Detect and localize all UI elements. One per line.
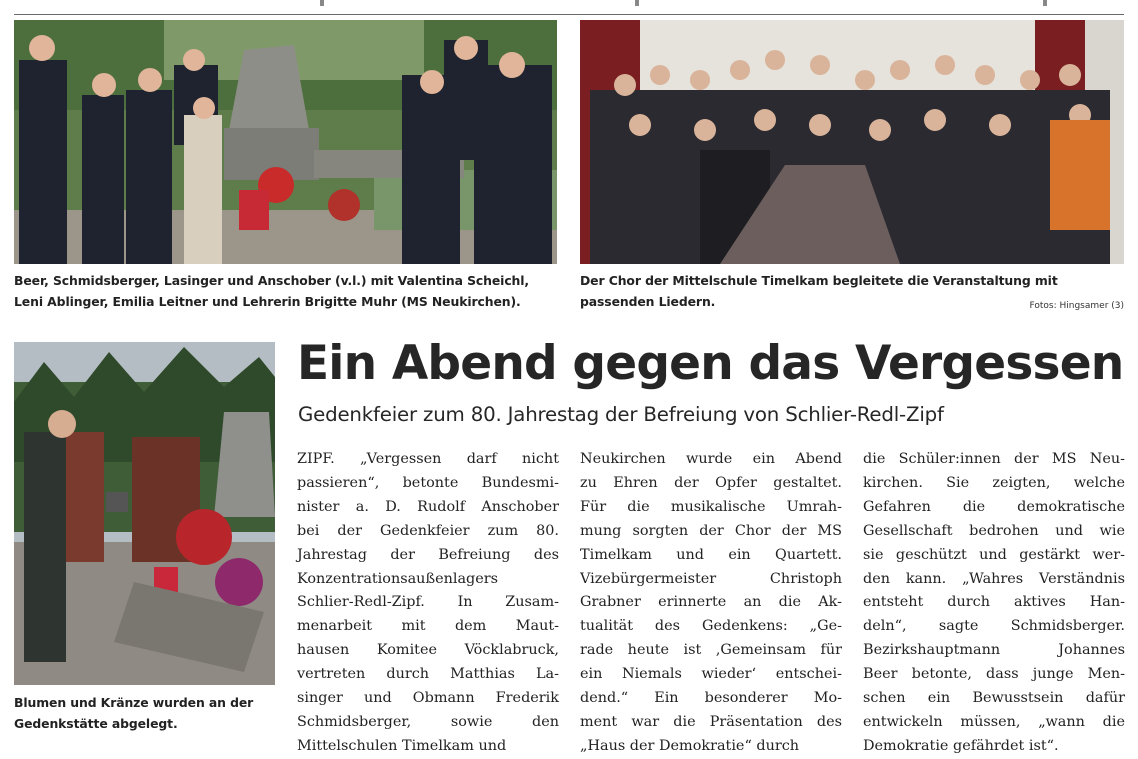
caption-line: Der Chor der Mittelschule Timelkam begleitete die Veranstaltung mit <box>580 273 1058 288</box>
article-text-line: tualität des Gedenkens: „Ge- <box>580 618 842 635</box>
photo-memorial-flowers <box>14 342 275 685</box>
article-text-line: dend.“ Ein besonderer Mo- <box>580 690 842 707</box>
article-text-line: kirchen. Sie zeigten, welche <box>863 474 1125 491</box>
article-text-line: den kann. „Wahres Verständnis <box>863 570 1125 587</box>
article-text-line: rade heute ist ‚Gemeinsam für <box>580 642 842 659</box>
article-text-line: Schmidsberger, sowie den <box>297 713 559 730</box>
caption-line: passenden Liedern. <box>580 294 716 309</box>
article-text-line: Konzentrationsaußenlagers <box>297 570 499 587</box>
article-text-line: Schlier-Redl-Zipf. In Zusam- <box>297 594 559 611</box>
article-headline: Ein Abend gegen das Vergessen <box>297 336 1124 391</box>
cut-text-fragment <box>1043 0 1047 6</box>
article-text-line: entwickeln müssen, „wann die <box>863 713 1125 730</box>
article-text-line: hausen Komitee Vöcklabruck, <box>297 642 559 659</box>
article-text-line: Neukirchen wurde ein Abend <box>580 451 842 467</box>
article-text-line: Timelkam und ein Quartett. <box>580 546 842 563</box>
article-text-line: zu Ehren der Opfer gestaltet. <box>580 474 842 491</box>
article-text-line: Gesellschaft bedrohen und wie <box>863 522 1125 539</box>
caption-line: Blumen und Kränze wurden an der <box>14 695 254 710</box>
article-text-line: Demokratie gefährdet ist“. <box>863 737 1059 754</box>
top-rule <box>14 14 1124 15</box>
article-text-line: bei der Gedenkfeier zum 80. <box>297 522 559 539</box>
cut-text-fragment <box>635 0 639 6</box>
article-text-line: Grabner erinnerte an die Ak- <box>580 594 842 611</box>
article-column-1 <box>297 448 559 759</box>
article-column-2 <box>580 448 842 759</box>
article-text-line: nister a. D. Rudolf Anschober <box>297 498 559 515</box>
article-text-line: Für die musikalische Umrah- <box>580 498 842 515</box>
article-text-line: Gefahren die demokratische <box>863 498 1125 515</box>
caption-photo-choir <box>580 270 1058 312</box>
article-text-line: Mittelschulen Timelkam und <box>297 737 507 754</box>
article-column-3 <box>863 448 1125 759</box>
caption-line: Gedenkstätte abgelegt. <box>14 716 178 731</box>
article-text-line: sie geschützt und gestärkt wer- <box>863 546 1125 563</box>
caption-line: Beer, Schmidsberger, Lasinger und Anschober (v.l.) mit Valentina Scheichl, <box>14 273 530 288</box>
photo-choir <box>580 20 1124 264</box>
article-text-line: vertreten durch Matthias La- <box>297 666 559 683</box>
article-text-line: Bezirkshauptmann Johannes <box>863 642 1125 659</box>
article-text-line: menarbeit mit dem Maut- <box>297 618 559 635</box>
article-text-line: ein Niemals wieder‘ entschei- <box>580 666 842 683</box>
article-text-line: ment war die Präsentation des <box>580 713 842 730</box>
article-text-line: Beer betonte, dass junge Men- <box>863 666 1125 683</box>
article-text-line: ZIPF. „Vergessen darf nicht <box>297 451 559 467</box>
article-text-line: die Schüler:innen der MS Neu- <box>863 451 1125 467</box>
article-text-line: passieren“, betonte Bundesmi- <box>297 474 559 491</box>
article-text-line: schen ein Bewusstsein dafür <box>863 690 1125 707</box>
caption-line: Leni Ablinger, Emilia Leitner und Lehrerin Brigitte Muhr (MS Neukirchen). <box>14 294 521 309</box>
photo-credit: Fotos: Hingsamer (3) <box>1029 301 1124 311</box>
article-text-line: singer und Obmann Frederik <box>297 690 559 707</box>
article-text-line: Vizebürgermeister Christoph <box>580 570 842 587</box>
photo-memorial-group <box>14 20 557 264</box>
article-text-line: mung sorgten der Chor der MS <box>580 522 842 539</box>
article-subheadline: Gedenkfeier zum 80. Jahrestag der Befreiung von Schlier-Redl-Zipf <box>298 403 944 426</box>
article-text-line: deln“, sagte Schmidsberger. <box>863 618 1125 635</box>
article-text-line: „Haus der Demokratie“ durch <box>580 737 800 754</box>
cut-text-fragment <box>320 0 324 6</box>
article-text-line: entsteht durch aktives Han- <box>863 594 1125 611</box>
article-text-line: Jahrestag der Befreiung des <box>297 546 559 563</box>
caption-photo-group <box>14 270 529 312</box>
caption-photo-flowers <box>14 692 253 734</box>
